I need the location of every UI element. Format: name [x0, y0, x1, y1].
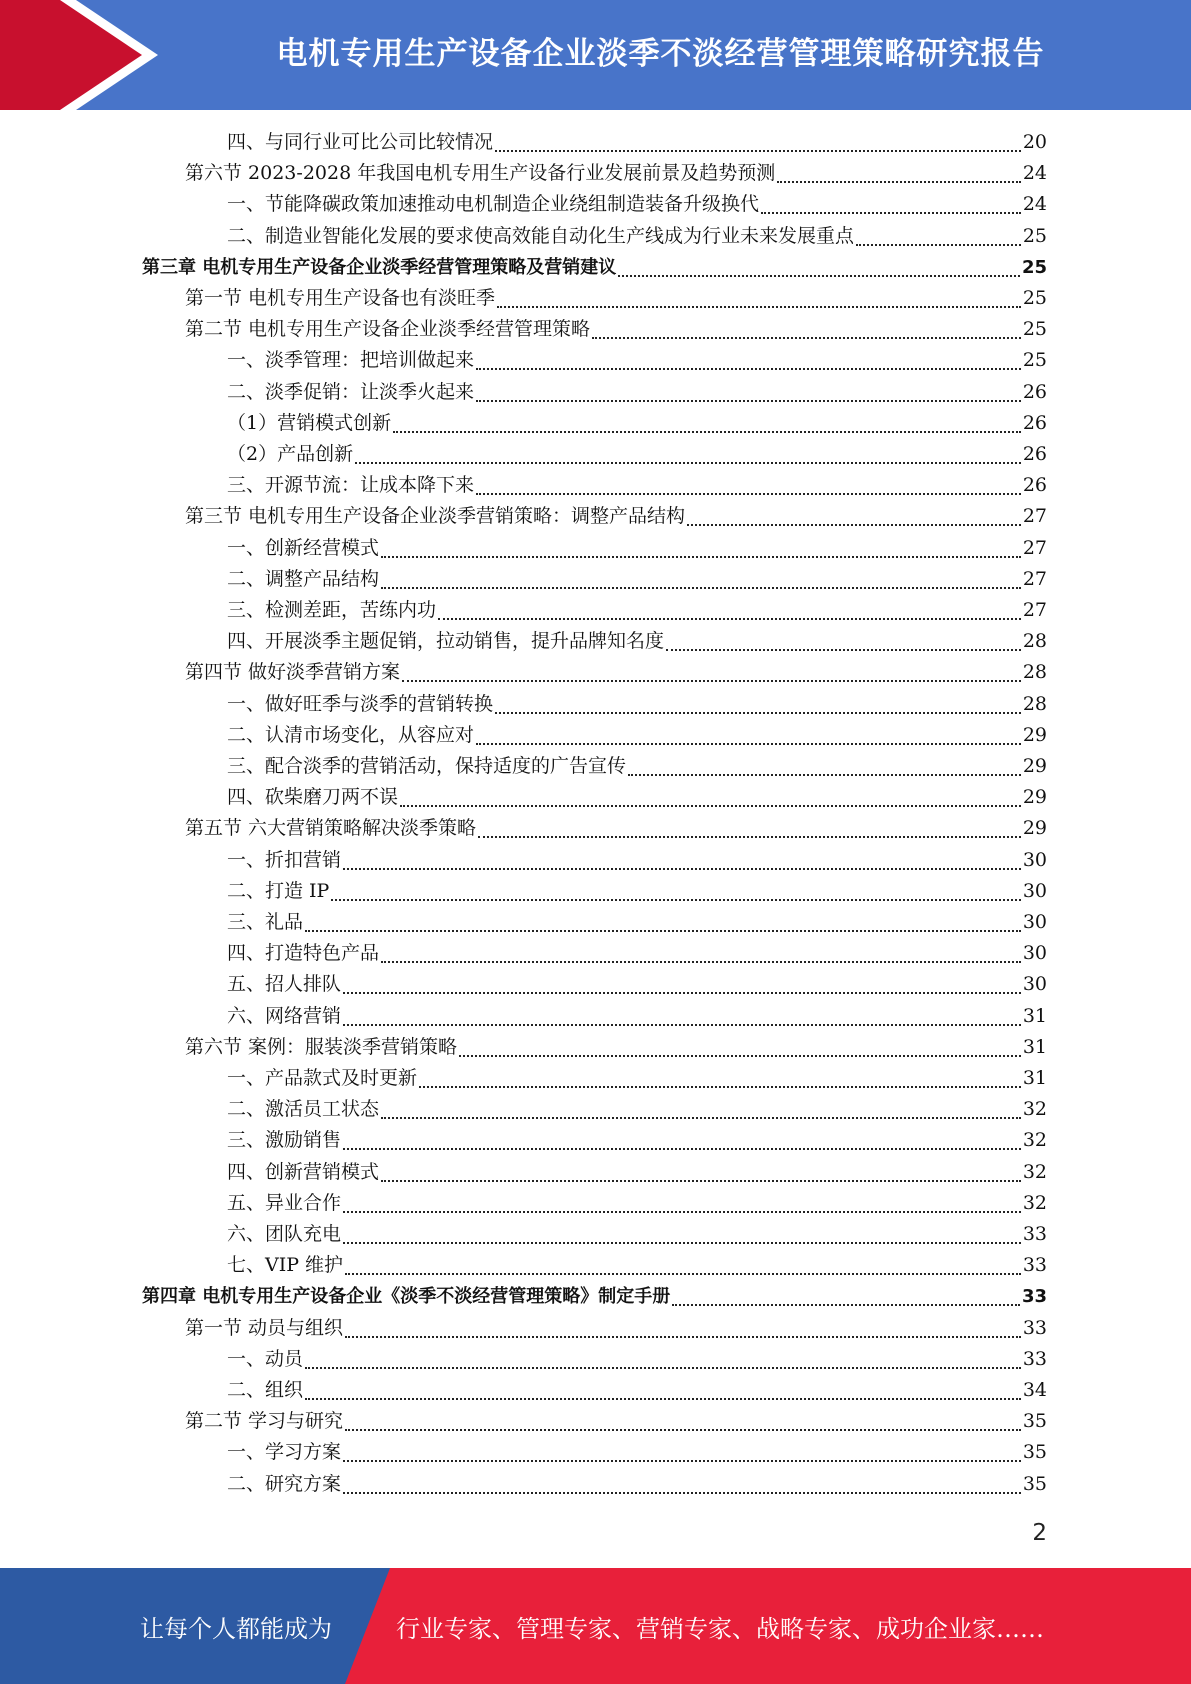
- toc-entry-page: 27: [1022, 567, 1047, 590]
- toc-entry[interactable]: [185, 314, 1047, 345]
- toc-entry-page: 33: [1021, 1286, 1047, 1308]
- toc-dot-leader: [476, 399, 1021, 402]
- toc-dot-leader: [856, 243, 1021, 246]
- toc-entry-page: 25: [1021, 256, 1047, 278]
- toc-entry-label: 第三章 电机专用生产设备企业淡季经营管理策略及营销建议: [142, 256, 617, 278]
- toc-entry[interactable]: [227, 345, 1047, 376]
- toc-entry-page: 29: [1022, 755, 1047, 777]
- toc-dot-leader: [402, 679, 1021, 682]
- toc-entry-page: 29: [1022, 817, 1047, 840]
- toc-entry-label: 二、研究方案: [227, 1472, 342, 1495]
- toc-dot-leader: [381, 960, 1021, 963]
- toc-dot-leader: [331, 898, 1020, 901]
- toc-dot-leader: [381, 1179, 1021, 1182]
- toc-entry-label: 四、砍柴磨刀两不误: [227, 786, 399, 809]
- toc-entry-page: 26: [1022, 380, 1047, 403]
- toc-entry-label: 三、开源节流：让成本降下来: [227, 474, 475, 497]
- toc-entry[interactable]: [227, 626, 1047, 657]
- toc-dot-leader: [777, 180, 1021, 183]
- toc-entry-page: 20: [1022, 131, 1047, 153]
- toc-entry[interactable]: [227, 221, 1047, 252]
- toc-entry-page: 25: [1022, 224, 1047, 247]
- toc-dot-leader: [343, 1241, 1021, 1244]
- toc-dot-leader: [343, 867, 1021, 870]
- toc-dot-leader: [381, 555, 1021, 558]
- toc-entry-label: 一、折扣营销: [227, 848, 342, 871]
- toc-entry-label: 一、淡季管理：把培训做起来: [227, 349, 475, 372]
- toc-entry[interactable]: [227, 1344, 1047, 1375]
- toc-dot-leader: [687, 523, 1021, 526]
- toc-dot-leader: [672, 1303, 1020, 1306]
- toc-entry[interactable]: [227, 938, 1047, 969]
- toc-entry-label: 二、组织: [227, 1379, 304, 1401]
- toc-entry[interactable]: [227, 1157, 1047, 1188]
- toc-entry[interactable]: [227, 782, 1047, 813]
- toc-dot-leader: [343, 1147, 1021, 1150]
- toc-entry[interactable]: [227, 595, 1047, 626]
- toc-dot-leader: [592, 336, 1021, 339]
- toc-entry-page: 25: [1022, 349, 1047, 372]
- toc-entry-page: 35: [1022, 1472, 1047, 1495]
- toc-dot-leader: [476, 367, 1021, 370]
- toc-entry-label: 第四章 电机专用生产设备企业《淡季不淡经营管理策略》制定手册: [142, 1286, 671, 1308]
- toc-entry[interactable]: [185, 501, 1047, 532]
- toc-dot-leader: [495, 149, 1021, 152]
- toc-entry[interactable]: [227, 1188, 1047, 1219]
- toc-entry[interactable]: [227, 689, 1047, 720]
- footer-slogan-right: 行业专家、管理专家、营销专家、战略专家、成功企业家……: [396, 1614, 1044, 1643]
- toc-dot-leader: [345, 1428, 1021, 1431]
- toc-entry[interactable]: [142, 252, 1047, 283]
- toc-entry-page: 29: [1022, 723, 1047, 746]
- toc-entry[interactable]: [227, 1063, 1047, 1094]
- header-red-arrow: [0, 0, 150, 110]
- toc-entry-page: 35: [1022, 1441, 1047, 1464]
- toc-entry-label: 四、创新营销模式: [227, 1160, 380, 1183]
- toc-entry-page: 30: [1022, 973, 1047, 996]
- toc-dot-leader: [343, 991, 1021, 994]
- report-title: 电机专用生产设备企业淡季不淡经营管理策略研究报告: [276, 35, 1045, 72]
- toc-entry-label: 六、团队充电: [227, 1223, 342, 1245]
- toc-dot-leader: [459, 1054, 1021, 1057]
- toc-entry-label: 五、招人排队: [227, 973, 342, 996]
- toc-entry-label: 四、开展淡季主题促销，拉动销售，提升品牌知名度: [227, 630, 665, 653]
- toc-entry[interactable]: [185, 657, 1047, 688]
- toc-dot-leader: [345, 1335, 1021, 1338]
- toc-entry-page: 24: [1022, 162, 1047, 185]
- toc-entry-page: 28: [1022, 692, 1047, 715]
- toc-dot-leader: [343, 1491, 1021, 1494]
- toc-entry-page: 25: [1022, 287, 1047, 309]
- toc-entry-page: 29: [1022, 786, 1047, 809]
- toc-dot-leader: [438, 617, 1021, 620]
- toc-entry[interactable]: [227, 720, 1047, 751]
- toc-entry-label: 第六节 案例：服装淡季营销策略: [185, 1035, 458, 1058]
- toc-entry[interactable]: [185, 813, 1047, 844]
- toc-entry-label: 第二节 学习与研究: [185, 1410, 344, 1433]
- toc-entry[interactable]: [227, 1375, 1047, 1406]
- toc-entry-label: 第二节 电机专用生产设备企业淡季经营管理策略: [185, 318, 591, 341]
- toc-entry[interactable]: [227, 845, 1047, 876]
- toc-dot-leader: [666, 648, 1021, 651]
- toc-entry[interactable]: [227, 1094, 1047, 1125]
- toc-dot-leader: [476, 492, 1021, 495]
- toc-dot-leader: [305, 929, 1021, 932]
- toc-entry-label: （1）营销模式创新: [227, 411, 392, 434]
- toc-entry-label: 第三节 电机专用生产设备企业淡季营销策略：调整产品结构: [185, 505, 686, 528]
- toc-dot-leader: [381, 1116, 1021, 1119]
- toc-dot-leader: [381, 586, 1021, 589]
- toc-entry-page: 27: [1022, 536, 1047, 559]
- toc-entry[interactable]: [227, 1219, 1047, 1250]
- toc-entry[interactable]: [227, 470, 1047, 501]
- toc-entry-page: 30: [1022, 911, 1047, 933]
- toc-entry[interactable]: [227, 876, 1047, 907]
- toc-entry-page: 30: [1022, 879, 1047, 902]
- toc-entry[interactable]: [185, 158, 1047, 189]
- toc-entry-page: 33: [1022, 1347, 1047, 1370]
- toc-entry-label: 第五节 六大营销策略解决淡季策略: [185, 817, 477, 840]
- toc-dot-leader: [400, 804, 1021, 807]
- toc-entry-label: 一、节能降碳政策加速推动电机制造企业绕组制造装备升级换代: [227, 193, 760, 216]
- toc-entry[interactable]: [227, 439, 1047, 470]
- toc-entry-label: 三、激励销售: [227, 1129, 342, 1152]
- toc-entry-page: 33: [1022, 1316, 1047, 1339]
- toc-dot-leader: [355, 461, 1021, 464]
- toc-entry-page: 26: [1022, 411, 1047, 434]
- toc-entry[interactable]: [185, 283, 1047, 314]
- toc-entry-page: 26: [1022, 474, 1047, 497]
- toc-entry-page: 25: [1022, 318, 1047, 341]
- toc-entry-label: 三、礼品: [227, 911, 304, 933]
- toc-entry[interactable]: [142, 1281, 1047, 1312]
- toc-entry[interactable]: [185, 1032, 1047, 1063]
- toc-dot-leader: [761, 211, 1021, 214]
- toc-entry-label: 一、学习方案: [227, 1441, 342, 1464]
- toc-dot-leader: [618, 274, 1020, 277]
- toc-entry-page: 32: [1022, 1129, 1047, 1152]
- toc-dot-leader: [345, 1272, 1021, 1275]
- toc-entry-label: 四、与同行业可比公司比较情况: [227, 131, 494, 153]
- toc-dot-leader: [343, 1210, 1021, 1213]
- toc-entry-page: 33: [1022, 1223, 1047, 1245]
- toc-entry-page: 30: [1022, 942, 1047, 965]
- toc-entry-label: 二、调整产品结构: [227, 567, 380, 590]
- toc-dot-leader: [497, 305, 1021, 308]
- toc-entry-label: 一、动员: [227, 1347, 304, 1370]
- toc-entry[interactable]: [227, 377, 1047, 408]
- toc-entry[interactable]: [227, 751, 1047, 782]
- page-footer: [0, 1568, 1191, 1684]
- toc-entry-label: 一、创新经营模式: [227, 536, 380, 559]
- toc-entry-label: 四、打造特色产品: [227, 942, 380, 965]
- toc-entry-page: 32: [1022, 1098, 1047, 1121]
- toc-entry-label: 三、配合淡季的营销活动，保持适度的广告宣传: [227, 755, 627, 777]
- toc-entry[interactable]: [227, 969, 1047, 1000]
- toc-entry[interactable]: [227, 533, 1047, 564]
- toc-entry[interactable]: [227, 1469, 1047, 1500]
- toc-entry[interactable]: [227, 127, 1047, 158]
- toc-entry[interactable]: [227, 189, 1047, 220]
- toc-entry-label: 二、打造 IP: [227, 879, 330, 902]
- toc-entry-label: 第一节 电机专用生产设备也有淡旺季: [185, 287, 496, 309]
- toc-entry-label: 第一节 动员与组织: [185, 1316, 344, 1339]
- toc-entry-page: 27: [1022, 505, 1047, 528]
- toc-entry-label: 二、认清市场变化，从容应对: [227, 723, 475, 746]
- toc-entry-page: 32: [1022, 1191, 1047, 1214]
- toc-entry-page: 27: [1022, 599, 1047, 621]
- toc-entry-page: 30: [1022, 848, 1047, 871]
- page-header: [0, 0, 1191, 110]
- toc-entry[interactable]: [227, 1250, 1047, 1281]
- toc-entry-label: 二、淡季促销：让淡季火起来: [227, 380, 475, 403]
- toc-entry-page: 31: [1022, 1067, 1047, 1089]
- toc-entry-page: 32: [1022, 1160, 1047, 1183]
- footer-slogan-left: 让每个人都能成为: [140, 1614, 332, 1643]
- toc-entry-page: 33: [1022, 1254, 1047, 1277]
- toc-entry-label: 五、异业合作: [227, 1191, 342, 1214]
- toc-entry-page: 31: [1022, 1035, 1047, 1058]
- toc-entry-label: 二、激活员工状态: [227, 1098, 380, 1121]
- toc-entry-label: （2）产品创新: [227, 443, 354, 465]
- toc-entry-label: 第四节 做好淡季营销方案: [185, 661, 401, 684]
- toc-entry[interactable]: [227, 564, 1047, 595]
- toc-entry[interactable]: [227, 1437, 1047, 1468]
- toc-entry[interactable]: [227, 1001, 1047, 1032]
- toc-entry-label: 二、制造业智能化发展的要求使高效能自动化生产线成为行业未来发展重点: [227, 224, 855, 247]
- toc-entry-page: 26: [1022, 443, 1047, 465]
- toc-entry[interactable]: [227, 907, 1047, 938]
- toc-entry-page: 35: [1022, 1410, 1047, 1433]
- toc-entry-label: 六、网络营销: [227, 1004, 342, 1027]
- toc-dot-leader: [476, 742, 1021, 745]
- toc-entry-label: 三、检测差距，苦练内功: [227, 599, 437, 621]
- toc-entry[interactable]: [185, 1406, 1047, 1437]
- toc-entry-page: 28: [1022, 661, 1047, 684]
- toc-dot-leader: [305, 1397, 1021, 1400]
- toc-dot-leader: [343, 1023, 1021, 1026]
- toc-entry[interactable]: [185, 1313, 1047, 1344]
- toc-dot-leader: [478, 835, 1021, 838]
- toc-dot-leader: [628, 773, 1021, 776]
- toc-dot-leader: [343, 1459, 1021, 1462]
- toc-entry-label: 第六节 2023-2028 年我国电机专用生产设备行业发展前景及趋势预测: [185, 162, 776, 185]
- toc-entry-page: 28: [1022, 630, 1047, 653]
- toc-entry-label: 一、做好旺季与淡季的营销转换: [227, 692, 494, 715]
- toc-entry[interactable]: [227, 408, 1047, 439]
- toc-entry-page: 31: [1022, 1004, 1047, 1027]
- toc-dot-leader: [393, 430, 1021, 433]
- toc-dot-leader: [419, 1085, 1021, 1088]
- toc-entry-page: 24: [1022, 193, 1047, 216]
- toc-dot-leader: [495, 711, 1021, 714]
- toc-entry-page: 34: [1022, 1379, 1047, 1401]
- toc-entry-label: 七、VIP 维护: [227, 1254, 344, 1277]
- page-number: 2: [1032, 1520, 1047, 1546]
- toc-dot-leader: [305, 1366, 1021, 1369]
- toc-entry[interactable]: [227, 1125, 1047, 1156]
- toc-entry-label: 一、产品款式及时更新: [227, 1067, 418, 1089]
